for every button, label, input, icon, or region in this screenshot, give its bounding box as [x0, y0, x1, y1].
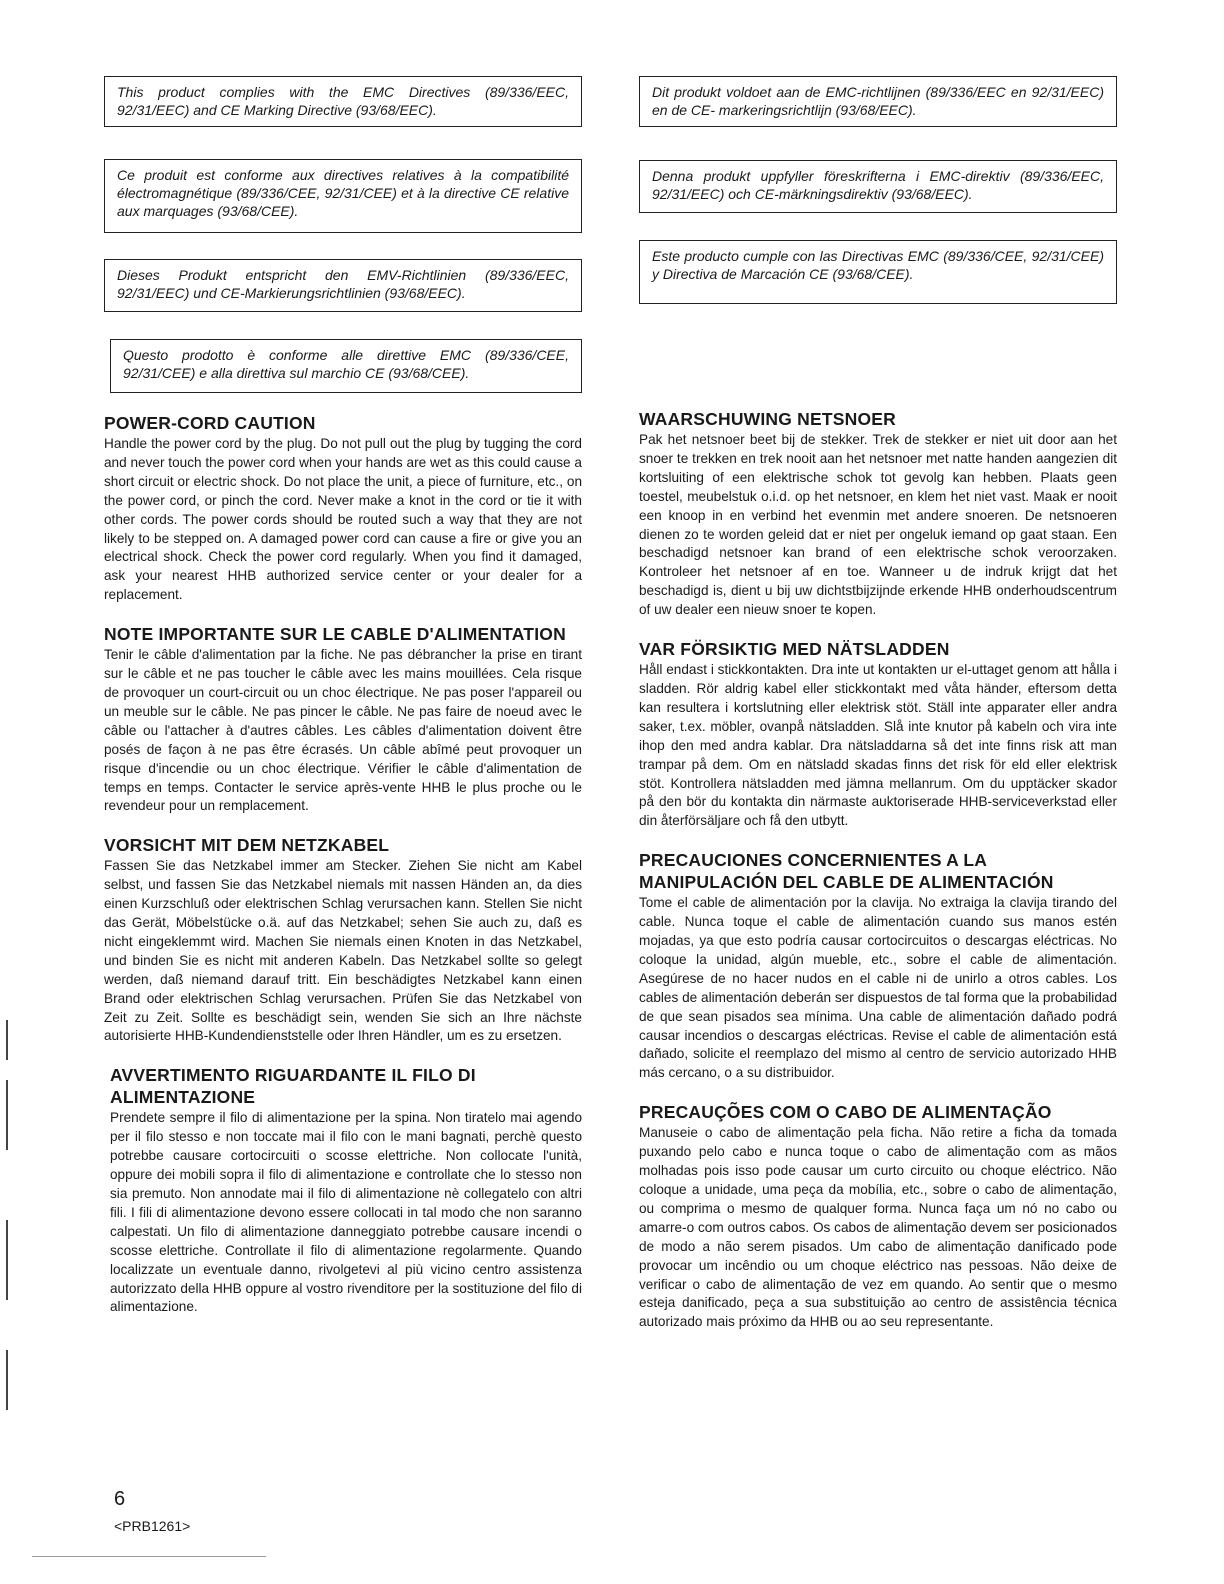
document-code: <PRB1261> — [114, 1518, 191, 1534]
emc-notice-german: Dieses Produkt entspricht den EMV-Richtlinien (89/336/EEC, 92/31/EEC) und CE-Markierungsrichtlinien (93/68/EEC). — [104, 259, 582, 312]
emc-notice-dutch: Dit produkt voldoet aan de EMC-richtlijnen (89/336/EEC en 92/31/EEC) en de CE- markeringsrichtlijn (93/68/EEC). — [639, 76, 1117, 127]
section-avvertimento — [110, 1064, 582, 1317]
right-column — [639, 76, 1117, 1332]
section-body: Handle the power cord by the plug. Do not pull out the plug by tugging the cord and never touch the power cord when your hands are wet as this could cause a short circuit or electric shock. Do not place the unit, a piece of furniture, etc., on the power cord, or pinch the cord. Never make a knot in the cord or tie it with other cords. The power cords should be routed such a way that they are not likely to be stepped on. A damaged power cord can cause a fire or give you an electrical shock. Check the power cord regularly. When you find it damaged, ask your nearest HHB authorized service center or your dealer for a replacement. — [104, 436, 582, 603]
left-column — [104, 76, 582, 1317]
section-precaucoes — [639, 1101, 1117, 1332]
section-title: AVVERTIMENTO RIGUARDANTE IL FILO DI ALIMENTAZIONE — [110, 1065, 476, 1108]
section-title: WAARSCHUWING NETSNOER — [639, 409, 896, 429]
section-body: Pak het netsnoer beet bij de stekker. Trek de stekker er niet uit door aan het snoer te trekken en trek nooit aan het netsnoer met natte handen aangezien dit kortsluiting of een elektrische schok tot gevolg kan hebben. Plaats geen toestel, meubelstuk o.i.d. op het netsnoer, en klem het niet vast. Maak er nooit een knoop in en verbind het evenmin met andere snoeren. De netsnoeren dienen zo te worden geleid dat er niet per ongeluk iemand op gaat staan. Een beschadigd netsnoer kan brand of een elektrische schok veroorzaken. Kontroleer het netsnoer af en toe. Wanneer u de indruk krijgt dat het beschadigd is, dient u bij uw dichtstbijzijnde erkende HHB onderhoudscentrum of uw dealer een nieuw snoer te kopen. — [639, 432, 1117, 618]
section-title: VAR FÖRSIKTIG MED NÄTSLADDEN — [639, 639, 950, 660]
section-body: Tome el cable de alimentación por la clavija. No extraiga la clavija tirando del cable. Nunca toque el cable de alimentación cuando sus manos estén mojadas, ya que esto podría causar cortocircuitos o descargas eléctricas. No coloque la unidad, algún mueble, etc., sobre el cable de alimentación. Asegúrese de no hacer nudos en el cable ni de unirlo a otros cables. Los cables de alimentación deberán ser dispuestos de tal forma que la probabilidad de que sean pisados sea mínima. Una cable de alimentación dañado podrá causar incendios o descargas eléctricas. Revise el cable de alimentación está dañado, solicite el reemplazo del mismo al centro de servicio autorizado HHB más cercano, o a su distribuidor. — [639, 895, 1117, 1081]
emc-notice-french: Ce produit est conforme aux directives relatives à la compatibilité électromagnétique (89/336/CEE, 92/31/CEE) et à la directive CE relative aux marquages (93/68/CEE). — [104, 159, 582, 233]
scan-edge-line — [32, 1556, 266, 1557]
section-var-forsiktig — [639, 638, 1117, 831]
emc-notice-italian: Questo prodotto è conforme alle direttive EMC (89/336/CEE, 92/31/CEE) e alla direttiva sul marchio CE (93/68/CEE). — [110, 339, 582, 393]
section-title: NOTE IMPORTANTE SUR LE CABLE D'ALIMENTATION — [104, 624, 566, 645]
section-power-cord-caution — [104, 412, 582, 605]
section-waarschuwing — [639, 408, 1117, 620]
section-vorsicht — [104, 834, 582, 1046]
section-body: Prendete sempre il filo di alimentazione per la spina. Non tiratelo mai agendo per il filo stesso e non toccate mai il filo con le mani bagnati, perchè questo potrebbe causare cortocircuiti o scosse elettriche. Non collocate l'unità, oppure dei mobili sopra il filo di alimentazione e controllate che lo stesso non sia premuto. Non annodate mai il filo di alimentazione nè collegatelo con altri fili. I fili di alimentazione devono essere collocati in tal modo che non saranno calpestati. Un filo di alimentazione danneggiato potrebbe causare incendi o scosse elettriche. Controllate il filo di alimentazione regolarmente. Quando localizzate un eventuale danno, rivolgetevi al più vicino centro assistenza autorizzato della HHB oppure al vostro rivenditore per la sostituzione del filo di alimentazione. — [110, 1110, 582, 1315]
section-body: Manuseie o cabo de alimentação pela ficha. Não retire a ficha da tomada puxando pelo cabo e nunca toque o cabo de alimentação com as mãos molhadas pois isso pode causar um curto circuito ou choque eléctrico. Não coloque a unidade, uma peça da mobília, etc., sobre o cabo de alimentação, ou comprima o mesmo de qualquer forma. Nunca faça um nó no cabo ou amarre-o com outros cabos. Os cabos de alimentação devem ser posicionados de modo a não serem pisados. Um cabo de alimentação danificado pode provocar um incêndio ou um choque eléctrico nas pessoas. Não deixe de verificar o cabo de alimentação de vez em quando. Ao sentir que o mesmo esteja danificado, peça a sua substituição ao centro de assistência técnica autorizado mais próximo da HHB ou ao seu representante. — [639, 1125, 1117, 1330]
emc-notice-spanish: Este producto cumple con las Directivas EMC (89/336/CEE, 92/31/CEE) y Directiva de Marcación CE (93/68/CEE). — [639, 240, 1117, 304]
section-body: Fassen Sie das Netzkabel immer am Stecker. Ziehen Sie nicht am Kabel selbst, und fassen Sie das Netzkabel niemals mit nassen Händen an, da dies einen Kurzschluß oder elektrischen Schlag verursachen kann. Stellen Sie nicht das Gerät, Möbelstücke o.ä. auf das Netzkabel; sehen Sie auch zu, daß es nicht eingeklemmt wird. Machen Sie niemals einen Knoten in das Netzkabel, und binden Sie es nicht mit anderen Kabeln. Das Netzkabel sollte so gelegt werden, daß niemand darauf tritt. Ein beschädigtes Netzkabel kann einen Brand oder elektrischen Schlag verursachen. Prüfen Sie das Netzkabel von Zeit zu Zeit. Sollte es beschädigt sein, wenden Sie sich an Ihre nächste autorisierte HHB-Kundendienststelle oder Ihren Händler, um es zu ersetzen. — [104, 858, 582, 1044]
section-note-importante — [104, 623, 582, 816]
section-precauciones — [639, 849, 1117, 1083]
scan-binding-marks — [6, 1020, 8, 1410]
section-body: Tenir le câble d'alimentation par la fiche. Ne pas débrancher la prise en tirant sur le câble et ne pas toucher le câble avec les mains mouillées. Cela risque de provoquer un court-circuit ou un choc électrique. Ne pas poser l'appareil ou un meuble sur le câble. Ne pas pincer le câble. Ne pas faire de noeud avec le câble ou l'attacher à d'autres câbles. Les câbles d'alimentation doivent être posés de façon à ne pas être écrasés. Un câble abîmé peut provoquer un risque d'incendie ou un choc électrique. Vérifier le câble d'alimentation de temps en temps. Contacter le service après-vente HHB le plus proche ou le revendeur pour un remplacement. — [104, 647, 582, 814]
section-title: POWER-CORD CAUTION — [104, 413, 316, 433]
emc-notice-english: This product complies with the EMC Directives (89/336/EEC, 92/31/EEC) and CE Marking Directive (93/68/EEC). — [104, 76, 582, 127]
section-title: PRECAUÇÕES COM O CABO DE ALIMENTAÇÃO — [639, 1102, 1052, 1123]
page-number: 6 — [114, 1488, 126, 1510]
section-body: Håll endast i stickkontakten. Dra inte ut kontakten ur el-uttaget genom att hålla i sladden. Rör aldrig kabel eller stickkontakt med våta händer, eftersom detta kan resultera i kortslutning eller elektrisk stöt. Ställ inte apparater eller andra saker, t.ex. möbler, ovanpå nätsladden. Slå inte knutor på kabeln och vira inte ihop den med andra kablar. Dra nätsladdarna så det inte finns risk att man trampar på dem. Om en nätsladd skadas finns det risk för eld eller elektrisk stöt. Kontrollera nätsladden med jämna mellanrum. Om du upptäcker skador på den bör du kontakta din närmaste auktoriserade HHB-serviceverkstad eller din återförsäljare och få den utbytt. — [639, 662, 1117, 829]
section-title: VORSICHT MIT DEM NETZKABEL — [104, 835, 390, 856]
emc-notice-swedish: Denna produkt uppfyller föreskrifterna i EMC-direktiv (89/336/EEC, 92/31/EEC) och CE-märkningsdirektiv (93/68/EEC). — [639, 160, 1117, 213]
section-title: PRECAUCIONES CONCERNIENTES A LA MANIPULACIÓN DEL CABLE DE ALIMENTACIÓN — [639, 850, 1054, 893]
